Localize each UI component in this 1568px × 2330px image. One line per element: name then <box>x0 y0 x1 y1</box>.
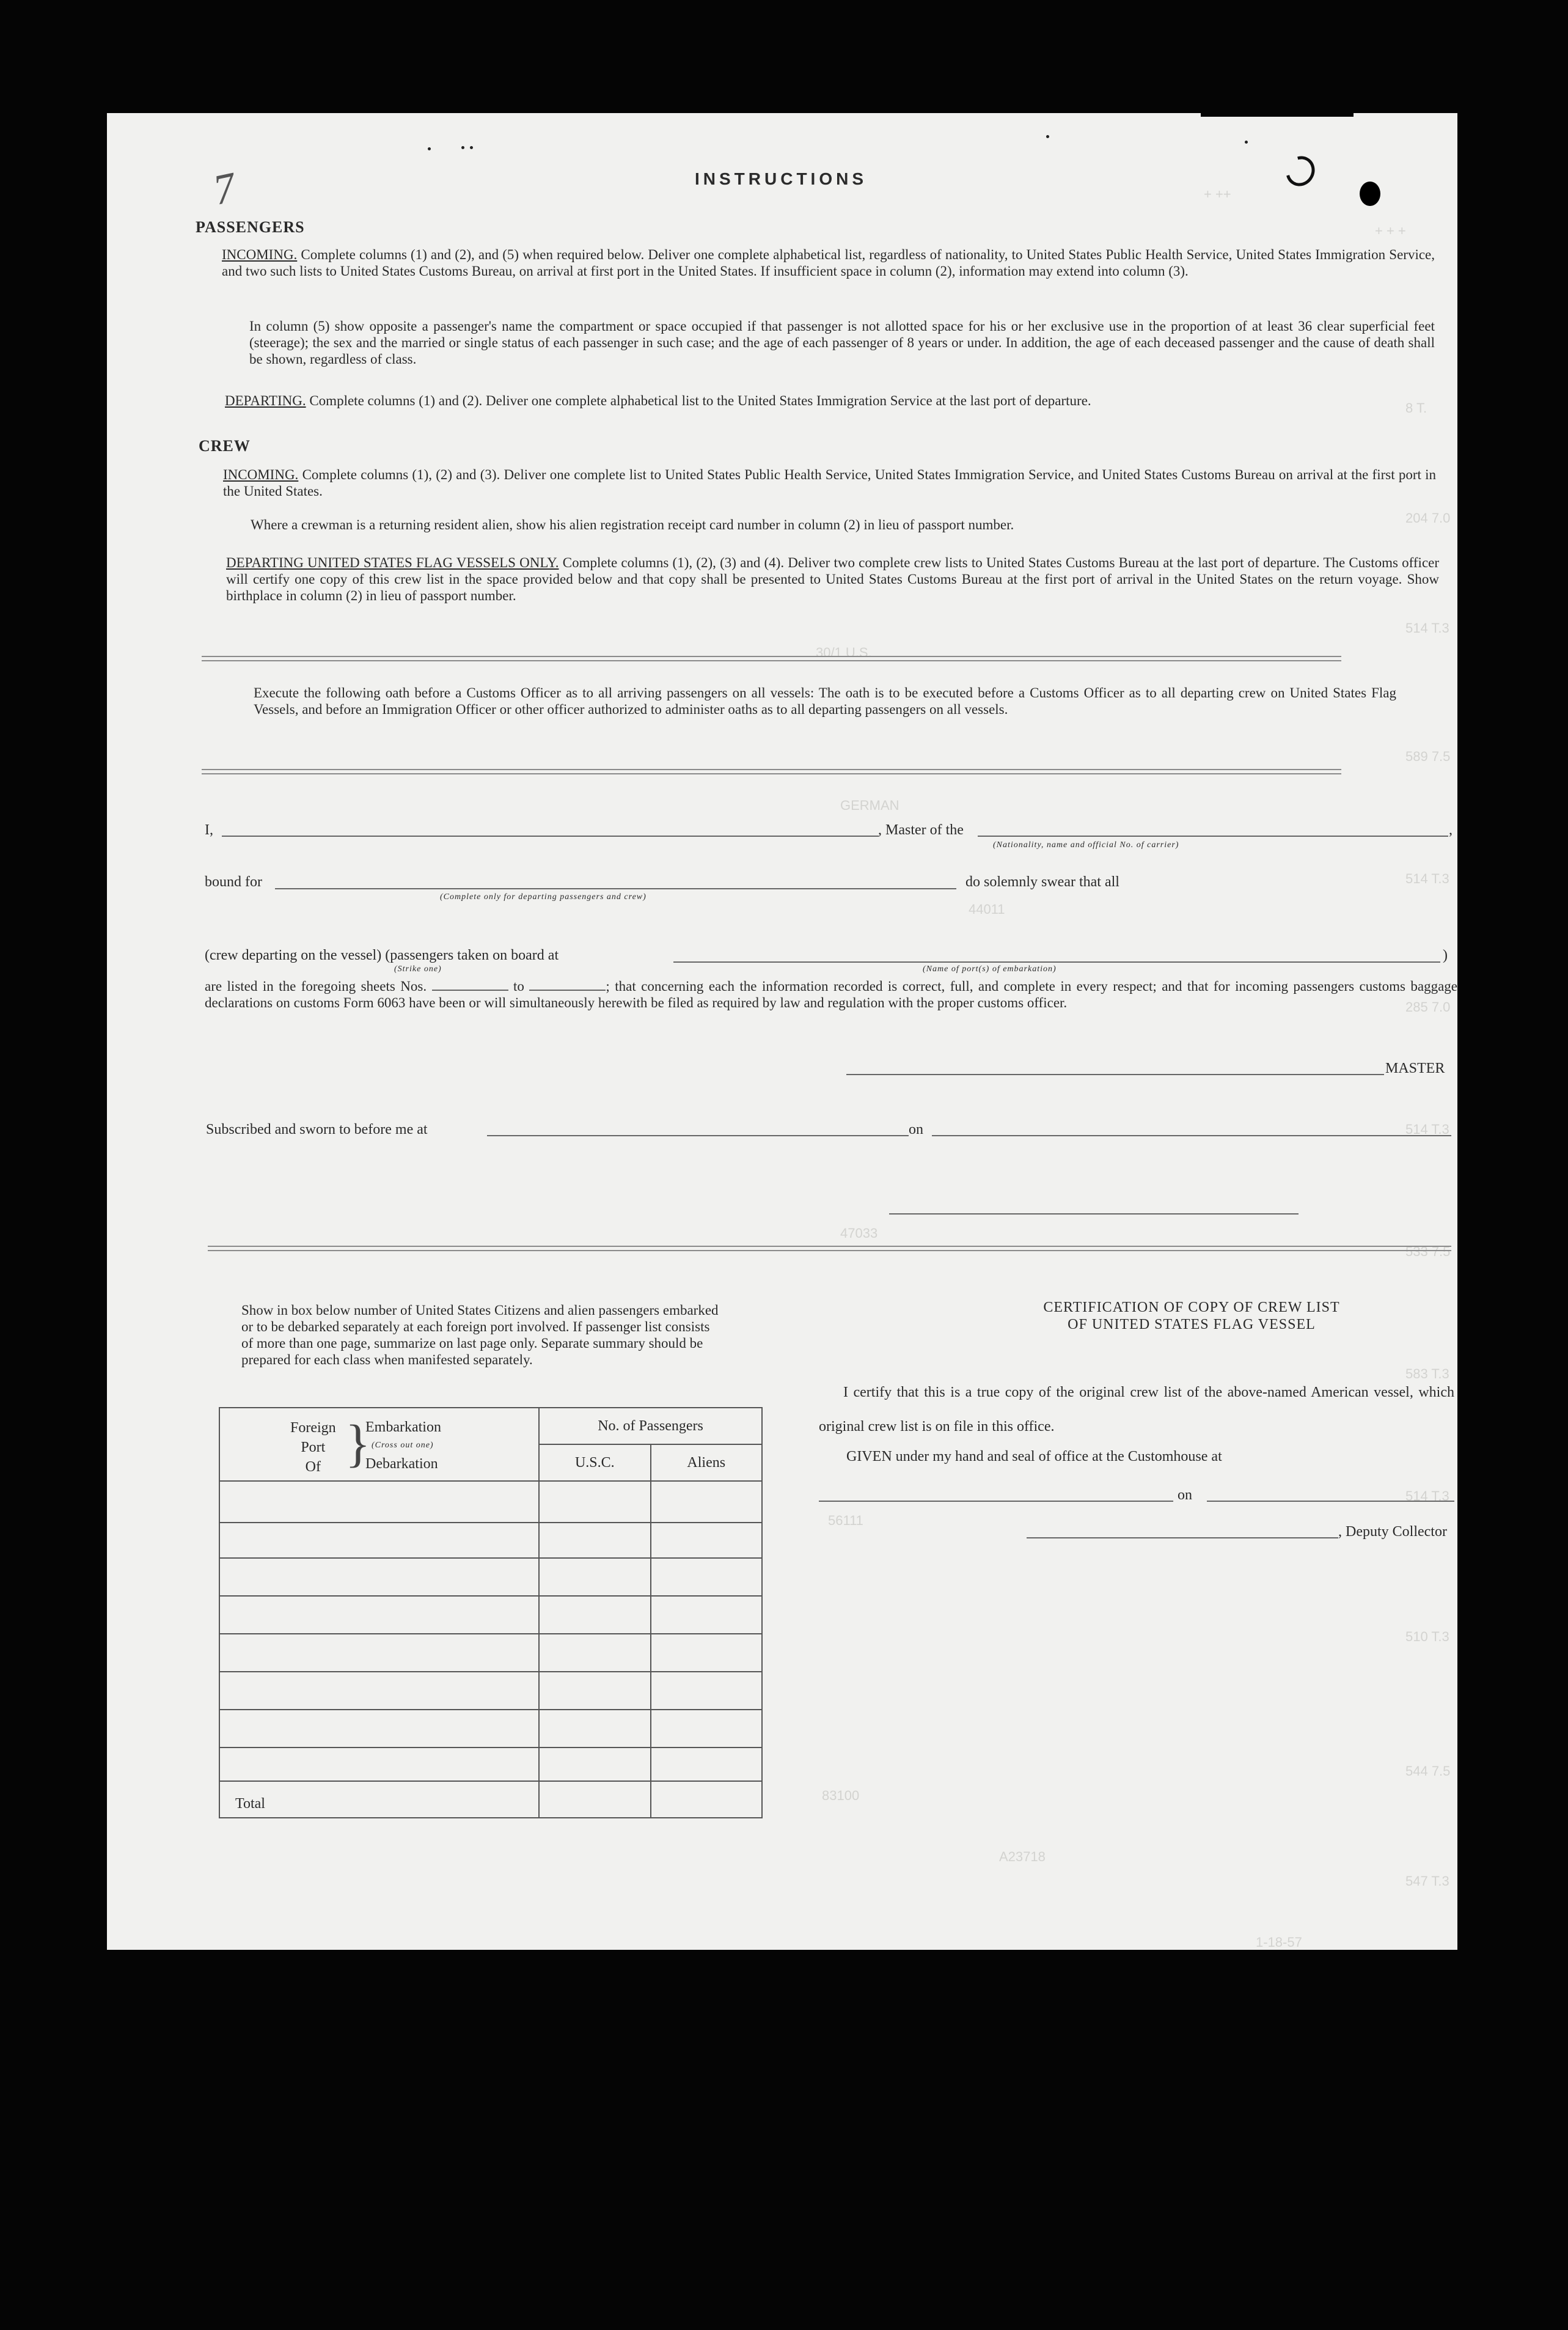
usc-cell[interactable] <box>539 1710 650 1748</box>
crew-departing-paragraph <box>226 554 1439 604</box>
subscribed-label: Subscribed and sworn to before me at <box>206 1122 428 1137</box>
aliens-cell[interactable] <box>651 1748 762 1781</box>
listed-sheets-paragraph <box>205 978 1457 1011</box>
sheet-to-field[interactable] <box>529 979 606 991</box>
bound-for-field[interactable] <box>275 888 956 889</box>
certification-title <box>901 1299 1457 1333</box>
certification-title-line1: CERTIFICATION OF COPY OF CREW LIST <box>1043 1299 1340 1315</box>
crew-departing-label: DEPARTING UNITED STATES FLAG VESSELS ONLY. <box>226 555 559 570</box>
of-label: Of <box>305 1459 321 1475</box>
solemnly-swear-label: do solemnly swear that all <box>965 874 1119 890</box>
passengers-departing-paragraph <box>225 392 1438 409</box>
oath-instructions: Execute the following oath before a Customs Officer as to all arriving passengers on all vessels: The oath is to be executed before a Customs Officer as to all departing crew on United States Flag Vessels, and before an Immigration Officer or other officer authorized to administer oaths as to all departing passengers on all vessels. <box>254 685 1396 717</box>
section-divider <box>208 1246 1451 1251</box>
crew-returning-alien-paragraph: Where a crewman is a returning resident alien, show his alien registration receipt card number in column (2) in lieu of passport number. <box>251 517 1014 532</box>
certification-text: I certify that this is a true copy of the original crew list of the above-named American vessel, which original crew list is on file in this office. <box>819 1384 1454 1435</box>
usc-cell[interactable] <box>539 1672 650 1710</box>
master-signature-field[interactable] <box>846 1074 1384 1075</box>
usc-cell[interactable] <box>539 1596 650 1634</box>
usc-cell[interactable] <box>539 1481 650 1523</box>
sworn-date-field[interactable] <box>932 1135 1451 1136</box>
customhouse-location-field[interactable] <box>819 1501 1173 1502</box>
strike-one-caption: (Strike one) <box>394 965 442 974</box>
foreign-label: Foreign <box>290 1420 336 1436</box>
nationality-caption: (Nationality, name and official No. of carrier) <box>993 840 1179 850</box>
debarkation-label: Debarkation <box>365 1456 438 1472</box>
port-cell[interactable] <box>219 1672 539 1710</box>
aliens-total-cell[interactable] <box>651 1781 762 1818</box>
aliens-cell[interactable] <box>651 1710 762 1748</box>
oath-i-label: I, <box>205 822 213 838</box>
certification-given: GIVEN under my hand and seal of office at the Customhouse at <box>846 1449 1222 1465</box>
passengers-departing-text: Complete columns (1) and (2). Deliver one complete alphabetical list to the United States Immigration Service at the last port of departure. <box>309 393 1091 408</box>
port-cell[interactable] <box>219 1558 539 1596</box>
form-page: + ++ + + + 8 T. 204 7.0 514 T.3 589 7.5 514 T.3 285 7.0 514 T.3 533 7.5 583 T.3 514 T.3 510 T.3 544 7.5 547 T.3 30/1 U.S. GERMAN 44011 47033 56111 83100 A23718 1-18-57 7 INSTRUCTIONS PASSENGERS INCOMING. Complete columns (1) and (2), and (5) when required below. Deliver one complete alphabetical list, regardless of nationality, to United States Public Health Service, United States Immigration Service, and two such lists to United States Customs Bureau, on arrival at first port in the United States. If insufficient space in column (2), information may extend into column (3). In column (5) show opposite a passenger's name the compartment or space occupied if that passenger is not allotted space for his or her exclusive use in the proportion of at least 36 clear superficial feet (steerage); the sex and the married or single status of each passenger in such case; and the age of each passenger of 8 years or under. In addition, the age of each deceased passenger and the cause of death shall be shown, regardless of class. DEPARTING. Complete columns (1) and (2). Deliver one complete alphabetical list to the United States Immigration Service at the last port of departure. CREW INCOMING. Complete columns (1), (2) and (3). Deliver one complete list to United States Public Health Service, United States Immigration Service, and United States Customs Bureau on arrival at the first port in the United States. Where a crewman is a returning resident alien, show his alien registration receipt card number in column (2) in lieu of passport number. DEPARTING UNITED STATES FLAG VESSELS ONLY. Complete columns (1), (2), (3) and (4). Deliver two complete crew lists to United States Customs Bureau at the last port of departure. The Customs officer will certify one copy of this crew list in the space provided below and that copy shall be presented to United States Customs Bureau at the first port of arrival in the United States on the return voyage. Show birthplace in column (2) in lieu of passport number. Execute the following oath before a Customs Officer as to all arriving passengers on all vessels: The oath is to be executed before a Customs Officer as to all departing crew on United States Flag Vessels, and before an Immigration Officer or other officer authorized to administer oaths as to all departing passengers on all vessels. I, , Master of the , (Nationality, name and official No. of carrier) bound for (Complete only for departing passengers and crew) do solemnly swear that all (crew departing on the vessel) (passengers taken on board at (Strike one) (Name of port(s) of embarkation) ) are listed in the foregoing sheets Nos. to ; that concerning each the information recorded is correct, full, and complete in every respect; and that for incoming passengers customs baggage declarations on customs Form 6063 have been or will simultaneously herewith be filed as required by law and regulation with the proper customs officer. MASTER Subscribed and sworn to before me at on Show in box below number of United States Citizens and alien passengers embarked or to be debarked separately at each foreign port involved. If passenger list consists of more than one page, summarize on last page only. Separate summary should be prepared for each class when manifested separately. Foreign Port Of } Embarkation (Cross out one) Debarkation No. of Passengers U.S.C. Aliens Total CERTIFICATION OF COPY OF CREW LIST OF UNITED STATES FLAG VESSEL I certify that this is a true copy of the original crew list of the above-named American vessel, which original crew list is on file in this office. GIVEN under my hand and seal of office at the Customhouse at on , Deputy Collector <box>107 113 1457 1950</box>
certification-date-field[interactable] <box>1207 1501 1454 1502</box>
deputy-collector-label: , Deputy Collector <box>1338 1524 1447 1540</box>
usc-cell[interactable] <box>539 1634 650 1672</box>
certification-on-label: on <box>1178 1487 1192 1503</box>
sworn-on-label: on <box>909 1122 923 1137</box>
master-of-the-label: , Master of the <box>878 822 964 838</box>
usc-header: U.S.C. <box>539 1444 650 1481</box>
listed-prefix: are listed in the foregoing sheets Nos. <box>205 979 427 994</box>
crew-incoming-label: INCOMING. <box>223 467 299 482</box>
ports-caption: (Name of port(s) of embarkation) <box>923 965 1057 974</box>
passengers-incoming-paragraph <box>222 246 1435 279</box>
sworn-signature-field[interactable] <box>889 1213 1299 1215</box>
aliens-cell[interactable] <box>651 1634 762 1672</box>
close-paren: ) <box>1443 947 1448 963</box>
top-edge-tear <box>1201 113 1354 117</box>
sheet-from-field[interactable] <box>432 979 508 991</box>
section-divider <box>202 656 1341 661</box>
port-cell[interactable] <box>219 1710 539 1748</box>
port-cell[interactable] <box>219 1634 539 1672</box>
listed-to: to <box>513 979 524 994</box>
crew-incoming-text: Complete columns (1), (2) and (3). Deliver one complete list to United States Public Health Service, United States Immigration Service, and United States Customs Bureau on arrival at the first port in the United States. <box>223 467 1436 499</box>
carrier-field[interactable] <box>978 836 1448 837</box>
port-label: Port <box>301 1439 326 1455</box>
instructions-title: INSTRUCTIONS <box>695 169 867 188</box>
listed-rest: ; that concerning each the information recorded is correct, full, and complete in every respect; and that for incoming passengers customs baggage declarations on customs Form 6063 have been or will simultaneously herewith be filed as required by law and regulation with the proper customs officer. <box>205 979 1457 1010</box>
port-cell[interactable] <box>219 1481 539 1523</box>
master-name-field[interactable] <box>222 836 879 837</box>
section-divider <box>202 769 1341 774</box>
passengers-heading: PASSENGERS <box>196 218 305 236</box>
aliens-header: Aliens <box>651 1444 762 1481</box>
cross-out-caption: (Cross out one) <box>372 1441 434 1450</box>
aliens-cell[interactable] <box>651 1672 762 1710</box>
deputy-collector-signature-field[interactable] <box>1027 1537 1338 1538</box>
master-label: MASTER <box>1385 1060 1445 1076</box>
bound-for-label: bound for <box>205 874 262 890</box>
embarkation-label: Embarkation <box>365 1419 441 1435</box>
scribble-mark <box>1281 151 1321 191</box>
summary-instructions: Show in box below number of United States Citizens and alien passengers embarked or to be debarked separately at each foreign port involved. If passenger list consists of more than one page, summarize on last page only. Separate summary should be prepared for each class when manifested separately. <box>241 1303 719 1367</box>
passengers-incoming-text: Complete columns (1) and (2), and (5) when required below. Deliver one complete alphabetical list, regardless of nationality, to United States Public Health Service, United States Immigration Service, and two such lists to United States Customs Bureau, on arrival at first port in the United States. If insufficient space in column (2), information may extend into column (3). <box>222 247 1435 279</box>
usc-cell[interactable] <box>539 1748 650 1781</box>
certification-title-line2: OF UNITED STATES FLAG VESSEL <box>1068 1317 1316 1332</box>
passengers-departing-label: DEPARTING. <box>225 393 306 408</box>
carrier-field-comma: , <box>1449 822 1453 838</box>
brace-icon: } <box>345 1414 371 1472</box>
bound-for-caption: (Complete only for departing passengers and crew) <box>440 892 647 902</box>
port-cell[interactable] <box>219 1596 539 1634</box>
port-header-cell <box>219 1408 539 1481</box>
aliens-cell[interactable] <box>651 1596 762 1634</box>
aliens-cell[interactable] <box>651 1558 762 1596</box>
usc-cell[interactable] <box>539 1523 650 1558</box>
port-of-embarkation-field[interactable] <box>673 961 1440 963</box>
usc-cell[interactable] <box>539 1558 650 1596</box>
crew-heading: CREW <box>199 437 251 455</box>
passenger-summary-table <box>219 1407 763 1818</box>
sworn-at-field[interactable] <box>487 1135 909 1136</box>
no-of-passengers-header: No. of Passengers <box>539 1408 762 1444</box>
crew-departing-label: (crew departing on the vessel) (passengers taken on board at <box>205 947 559 963</box>
passengers-incoming-label: INCOMING. <box>222 247 298 262</box>
crew-departing-text: Complete columns (1), (2), (3) and (4). Deliver two complete crew lists to United States Customs Bureau at the last port of departure. The Customs officer will certify one copy of this crew list in the space provided below and that copy shall be presented to United States Customs Bureau at the first port of arrival in the United States on the return voyage. Show birthplace in column (2) in lieu of passport number. <box>226 555 1440 603</box>
port-cell[interactable] <box>219 1748 539 1781</box>
usc-total-cell[interactable] <box>539 1781 650 1818</box>
total-label: Total <box>219 1781 539 1818</box>
handwritten-mark: 7 <box>209 164 240 215</box>
aliens-cell[interactable] <box>651 1523 762 1558</box>
aliens-cell[interactable] <box>651 1481 762 1523</box>
passengers-column5-paragraph: In column (5) show opposite a passenger's name the compartment or space occupied if that passenger is not allotted space for his or her exclusive use in the proportion of at least 36 clear superficial feet (steerage); the sex and the married or single status of each passenger in such case; and the age of each passenger of 8 years or under. In addition, the age of each deceased passenger and the cause of death shall be shown, regardless of class. <box>249 318 1435 367</box>
crew-incoming-paragraph <box>223 466 1436 499</box>
port-cell[interactable] <box>219 1523 539 1558</box>
ink-blot <box>1360 182 1380 206</box>
